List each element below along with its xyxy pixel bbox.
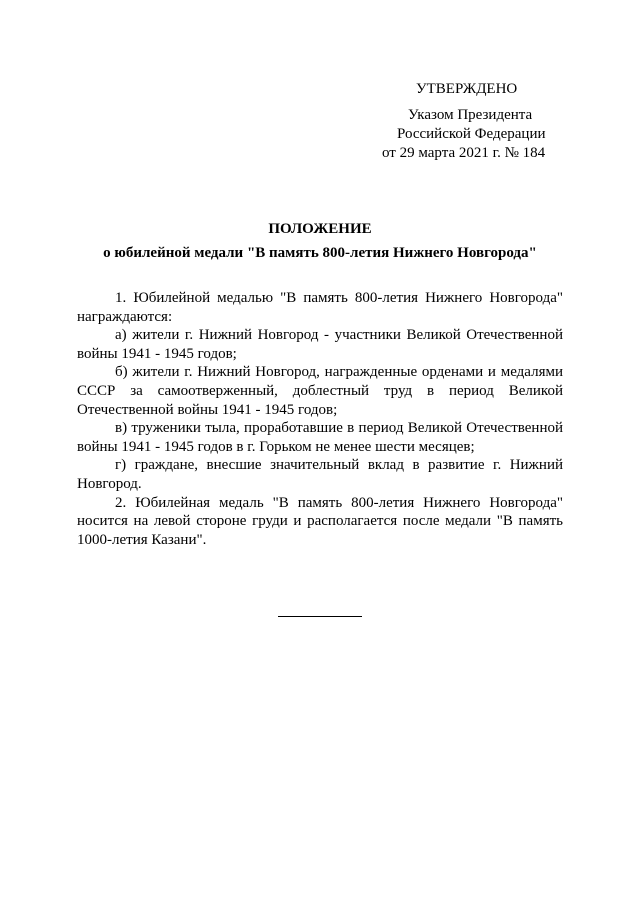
document-subtitle: о юбилейной медали "В память 800-летия Нижнего Новгорода" [103, 245, 537, 261]
paragraph-2: 2. Юбилейная медаль "В память 800-летия Нижнего Новгорода" носится на левой стороне груди и располагается после медали "В память 1000-летия Казани". [77, 494, 563, 548]
approval-decree: Указом Президента [408, 107, 533, 123]
paragraph-1: 1. Юбилейной медалью "В память 800-летия Нижнего Новгорода" награждаются: [77, 290, 563, 325]
approval-stamp: УТВЕРЖДЕНО [416, 81, 518, 97]
document-title: ПОЛОЖЕНИЕ [268, 221, 372, 237]
paragraph-1b: б) жители г. Нижний Новгород, награжденные орденами и медалями СССР за самоотверженный, доблестный труд в период Великой Отечественной войны 1941 - 1945 годов; [77, 364, 563, 418]
approval-country: Российской Федерации [397, 126, 546, 142]
closing-separator-line [278, 616, 362, 617]
approval-date: от 29 марта 2021 г. № 184 [382, 145, 546, 161]
paragraph-1c: в) труженики тыла, проработавшие в период Великой Отечественной войны 1941 - 1945 годов в г. Горьком не менее шести месяцев; [77, 420, 563, 455]
paragraph-1d: г) граждане, внесшие значительный вклад в развитие г. Нижний Новгород. [77, 457, 563, 492]
document-body [77, 289, 563, 549]
paragraph-1a: а) жители г. Нижний Новгород - участники Великой Отечественной войны 1941 - 1945 годов; [77, 327, 563, 362]
